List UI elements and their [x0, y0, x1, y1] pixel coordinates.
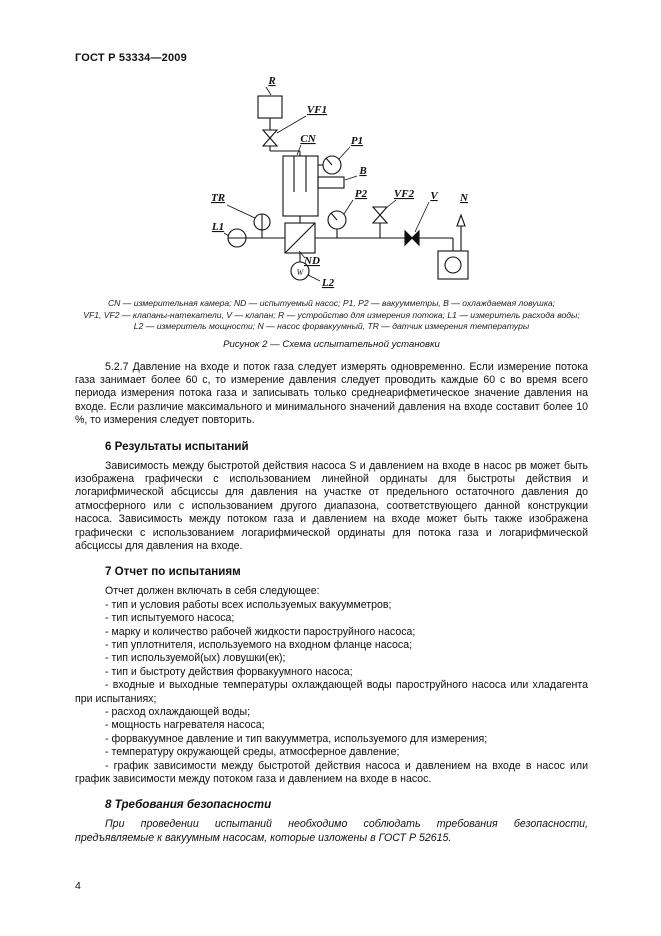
- label-l1: L1: [211, 221, 225, 233]
- legend-line-2: VF1, VF2 — клапаны-натекатели, V — клапан; R — устройство для измерения потока; L1 — измеритель расхода воды;: [83, 309, 580, 320]
- section-7-intro: Отчет должен включать в себя следующее:: [105, 585, 320, 598]
- report-items-list: [75, 599, 588, 787]
- valve-vf1: [263, 130, 277, 146]
- section-6-heading: 6 Результаты испытаний: [105, 439, 249, 453]
- list-item: - тип уплотнителя, используемого на входном фланце насоса;: [105, 639, 413, 651]
- section-7-heading: 7 Отчет по испытаниям: [105, 565, 241, 579]
- valve-v: [405, 231, 412, 245]
- figure-caption: Рисунок 2 — Схема испытательной установки: [223, 338, 440, 350]
- list-item: - входные и выходные температуры охлаждающей воды пароструйного насоса или хладагента при испытаниях;: [75, 679, 588, 705]
- label-nd: ND: [304, 255, 320, 267]
- label-vf2: VF2: [393, 188, 415, 200]
- forepump-n: [438, 251, 468, 279]
- label-v: V: [430, 190, 438, 202]
- label-vf1: VF1: [306, 104, 328, 116]
- valve-vf2: [373, 207, 387, 223]
- label-tr: TR: [210, 192, 226, 204]
- valve-v: [412, 231, 419, 245]
- paragraph-5-2-7: 5.2.7 Давление на входе и поток газа следует измерять одновременно. Если измерение потока газа занимает более 60 с, то измерение давления следует проводить каждые 60 с во время всего периода измерения потока газа и записывать только среднеарифметическое значение давления на входе. Если различие максимального и минимального значений давления на входе составит более 10 %, то измерения следует повторить.: [75, 360, 588, 427]
- list-item: - расход охлаждающей воды;: [105, 706, 251, 719]
- list-item: - график зависимости между быстротой действия насоса и давлением на входе в насос или график зависимости между потоком газа и давлением на входе в насос.: [75, 759, 588, 786]
- chamber-cn: [283, 156, 318, 216]
- list-item: - тип и условия работы всех используемых вакуумметров;: [105, 598, 392, 611]
- list-item: - форвакуумное давление и тип вакуумметра, используемого для измерения;: [105, 732, 488, 745]
- list-item: - тип и быстроту действия форвакуумного насоса;: [105, 665, 353, 678]
- legend-line-1: CN — измерительная камера; ND — испытуемый насос; P1, P2 — вакуумметры, B — охлаждаемая ловушка;: [107, 298, 556, 308]
- label-b: B: [359, 165, 367, 177]
- trap-b: [318, 177, 344, 188]
- list-item: - температуру окружающей среды, атмосферное давление;: [105, 746, 400, 759]
- section-8-paragraph: При проведении испытаний необходимо соблюдать требования безопасности, предъявляемые к вакуумным насосам, которые изложены в ГОСТ Р 52615.: [75, 818, 588, 844]
- section-8-heading: 8 Требования безопасности: [105, 798, 272, 812]
- doc-header: ГОСТ Р 53334—2009: [75, 52, 187, 64]
- figure-2: [75, 68, 588, 350]
- label-p1: P1: [350, 135, 364, 147]
- label-r: R: [268, 75, 276, 87]
- label-p2: P2: [354, 188, 368, 200]
- list-item: - марку и количество рабочей жидкости пароструйного насоса;: [105, 625, 416, 638]
- list-item: - тип используемой(ых) ловушки(ек);: [105, 652, 286, 665]
- legend-line-3: L2 — измеритель мощности; N — насос форвакуумный, TR — датчик измерения температуры: [133, 321, 530, 331]
- page-number: 4: [75, 880, 81, 892]
- section-6-paragraph: Зависимость между быстротой действия насоса S и давлением на входе в насос pв может быть изображена графически с использованием линейной ординаты для быстроты действия и логарифмической абсциссы для давления на участке от предельного остаточного давления до атмосферного или с использованием другого диапазона, соответствующего данной конструкции насоса. Зависимость между потоком газа и давлением на входе может быть также изображена графически с использованием логарифмической ординаты для потока газа и логарифмической абсциссы для давления на входе.: [75, 459, 588, 552]
- label-cn: CN: [300, 133, 316, 145]
- exhaust-arrow: [457, 215, 465, 226]
- flow-device-r: [258, 96, 282, 118]
- wattmeter-symbol: W: [296, 268, 304, 277]
- label-l2: L2: [321, 277, 335, 289]
- label-n: N: [460, 192, 468, 204]
- list-item: - тип испытуемого насоса;: [105, 612, 235, 625]
- test-setup-diagram: [0, 68, 661, 296]
- list-item: - мощность нагревателя насоса;: [105, 719, 265, 732]
- figure-legend: [75, 298, 588, 333]
